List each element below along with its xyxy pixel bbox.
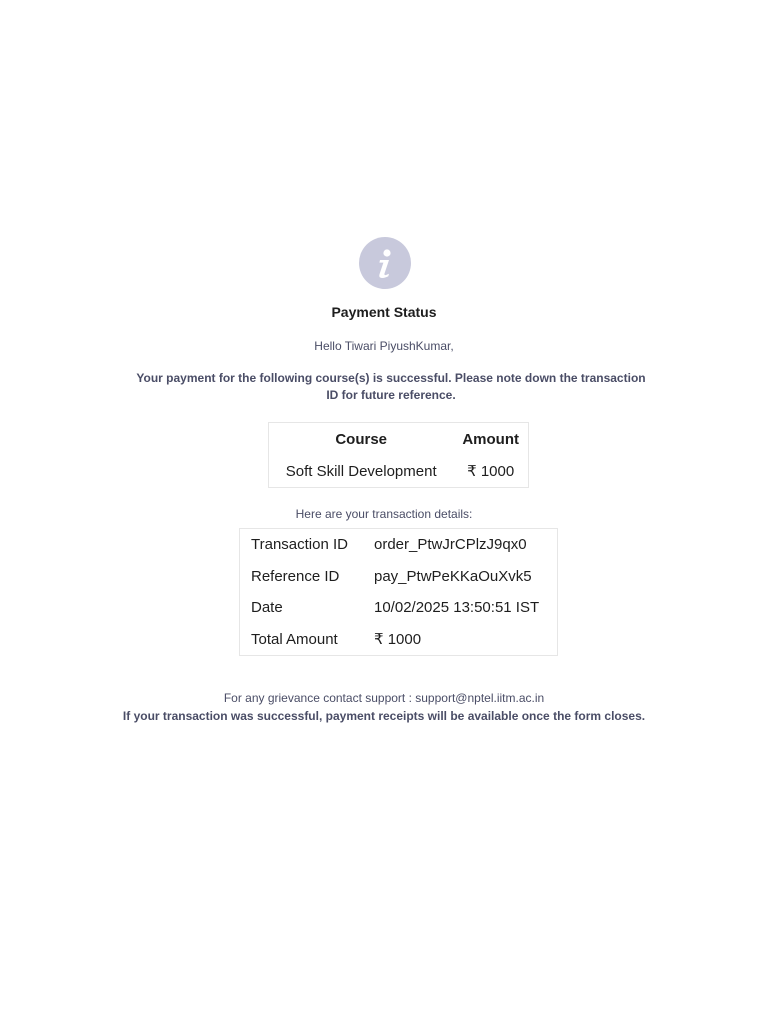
column-header-amount: Amount — [462, 430, 519, 448]
receipts-notice: If your transaction was successful, payment receipts will be available once the form closes. — [122, 709, 646, 723]
course-amount-cell: ₹ 1000 — [467, 463, 515, 480]
support-contact-text: For any grievance contact support : support@nptel.iitm.ac.in — [223, 691, 545, 705]
success-message: Your payment for the following course(s) is successful. Please note down the transaction ID for future reference. — [136, 371, 646, 402]
table-row — [240, 623, 558, 655]
date-label: Date — [251, 599, 283, 617]
table-row — [240, 561, 558, 592]
transaction-details-label: Here are your transaction details: — [295, 507, 473, 521]
reference-id-label: Reference ID — [251, 567, 340, 585]
column-header-course: Course — [335, 430, 388, 448]
date-value: 10/02/2025 13:50:51 IST — [374, 599, 540, 617]
page-title: Payment Status — [331, 304, 437, 320]
info-icon — [359, 237, 411, 289]
course-table — [268, 422, 529, 488]
reference-id-value: pay_PtwPeKKaOuXvk5 — [374, 567, 532, 585]
greeting-text: Hello Tiwari PiyushKumar, — [314, 339, 454, 353]
table-header-row — [269, 423, 529, 456]
info-glyph-icon — [359, 237, 411, 289]
table-row — [240, 592, 558, 623]
transaction-details-table — [239, 528, 558, 656]
table-row — [269, 455, 529, 488]
transaction-id-label: Transaction ID — [251, 536, 348, 554]
total-amount-value: ₹ 1000 — [374, 631, 422, 649]
total-amount-label: Total Amount — [251, 630, 338, 648]
course-name-cell: Soft Skill Development — [285, 462, 437, 480]
table-row — [240, 529, 558, 561]
transaction-id-value: order_PtwJrCPlzJ9qx0 — [374, 536, 527, 554]
